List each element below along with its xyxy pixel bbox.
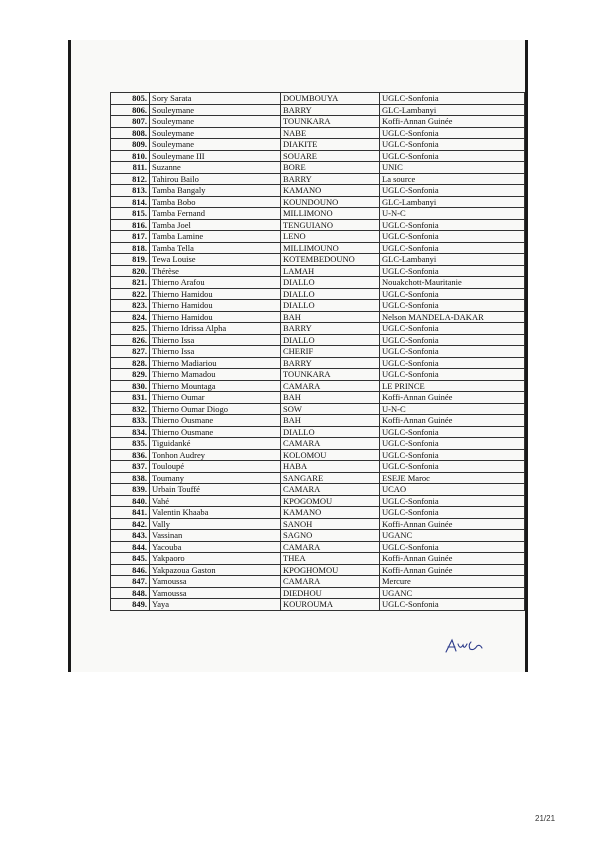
row-number: 828. xyxy=(111,357,150,369)
table-row xyxy=(111,300,525,312)
institution-cell: GLC-Lambanyi xyxy=(380,254,525,266)
last-name-cell: MILLIMONO xyxy=(281,208,380,220)
first-name-cell: Thierno Issa xyxy=(150,346,281,358)
institution-cell: UGLC-Sonfonia xyxy=(380,599,525,611)
institution-cell: UGLC-Sonfonia xyxy=(380,300,525,312)
table-row xyxy=(111,277,525,289)
row-number: 839. xyxy=(111,484,150,496)
last-name-cell: SOW xyxy=(281,403,380,415)
first-name-cell: Yakpaoro xyxy=(150,553,281,565)
last-name-cell: KPOGOMOU xyxy=(281,495,380,507)
row-number: 840. xyxy=(111,495,150,507)
table-row xyxy=(111,449,525,461)
table-row xyxy=(111,530,525,542)
row-number: 809. xyxy=(111,139,150,151)
last-name-cell: SOUARE xyxy=(281,150,380,162)
roster-table xyxy=(110,92,525,611)
row-number: 833. xyxy=(111,415,150,427)
institution-cell: La source xyxy=(380,173,525,185)
table-row xyxy=(111,288,525,300)
table-row xyxy=(111,346,525,358)
first-name-cell: Tewa Louise xyxy=(150,254,281,266)
row-number: 826. xyxy=(111,334,150,346)
table-row xyxy=(111,323,525,335)
row-number: 846. xyxy=(111,564,150,576)
table-row xyxy=(111,553,525,565)
last-name-cell: NABE xyxy=(281,127,380,139)
row-number: 827. xyxy=(111,346,150,358)
page-number: 21/21 xyxy=(535,814,556,823)
last-name-cell: THEA xyxy=(281,553,380,565)
last-name-cell: DIALLO xyxy=(281,426,380,438)
first-name-cell: Suzanne xyxy=(150,162,281,174)
institution-cell: UGLC-Sonfonia xyxy=(380,242,525,254)
row-number: 822. xyxy=(111,288,150,300)
row-number: 824. xyxy=(111,311,150,323)
table-row xyxy=(111,461,525,473)
first-name-cell: Thierno Ousmane xyxy=(150,415,281,427)
last-name-cell: KOLOMOU xyxy=(281,449,380,461)
table-row xyxy=(111,392,525,404)
first-name-cell: Souleymane xyxy=(150,104,281,116)
row-number: 842. xyxy=(111,518,150,530)
institution-cell: UGLC-Sonfonia xyxy=(380,541,525,553)
last-name-cell: CAMARA xyxy=(281,484,380,496)
institution-cell: UGLC-Sonfonia xyxy=(380,265,525,277)
row-number: 837. xyxy=(111,461,150,473)
institution-cell: Koffi-Annan Guinée xyxy=(380,116,525,128)
row-number: 834. xyxy=(111,426,150,438)
first-name-cell: Thierno Hamidou xyxy=(150,300,281,312)
institution-cell: GLC-Lambanyi xyxy=(380,196,525,208)
institution-cell: Koffi-Annan Guinée xyxy=(380,518,525,530)
table-row xyxy=(111,438,525,450)
table-row xyxy=(111,208,525,220)
table-row xyxy=(111,599,525,611)
table-row xyxy=(111,254,525,266)
institution-cell: UGLC-Sonfonia xyxy=(380,426,525,438)
first-name-cell: Valentin Khaaba xyxy=(150,507,281,519)
table-row xyxy=(111,415,525,427)
last-name-cell: SAGNO xyxy=(281,530,380,542)
row-number: 823. xyxy=(111,300,150,312)
institution-cell: UNIC xyxy=(380,162,525,174)
scan-edge-left xyxy=(68,40,71,672)
table-row xyxy=(111,127,525,139)
row-number: 811. xyxy=(111,162,150,174)
institution-cell: UGLC-Sonfonia xyxy=(380,288,525,300)
last-name-cell: HABA xyxy=(281,461,380,473)
row-number: 807. xyxy=(111,116,150,128)
row-number: 810. xyxy=(111,150,150,162)
first-name-cell: Tamba Joel xyxy=(150,219,281,231)
row-number: 844. xyxy=(111,541,150,553)
institution-cell: UGLC-Sonfonia xyxy=(380,127,525,139)
institution-cell: UGLC-Sonfonia xyxy=(380,357,525,369)
first-name-cell: Thierno Hamidou xyxy=(150,311,281,323)
last-name-cell: LAMAH xyxy=(281,265,380,277)
first-name-cell: Yakpazoua Gaston xyxy=(150,564,281,576)
table-row xyxy=(111,507,525,519)
row-number: 843. xyxy=(111,530,150,542)
institution-cell: UGLC-Sonfonia xyxy=(380,93,525,105)
institution-cell: UGLC-Sonfonia xyxy=(380,185,525,197)
last-name-cell: DIALLO xyxy=(281,334,380,346)
last-name-cell: DIALLO xyxy=(281,300,380,312)
table-row xyxy=(111,265,525,277)
first-name-cell: Yacouba xyxy=(150,541,281,553)
last-name-cell: BAH xyxy=(281,415,380,427)
first-name-cell: Thierno Oumar xyxy=(150,392,281,404)
last-name-cell: KOUNDOUNO xyxy=(281,196,380,208)
last-name-cell: BARRY xyxy=(281,323,380,335)
last-name-cell: DIAKITE xyxy=(281,139,380,151)
first-name-cell: Tamba Lamine xyxy=(150,231,281,243)
first-name-cell: Sory Sarata xyxy=(150,93,281,105)
table-row xyxy=(111,139,525,151)
last-name-cell: KPOGHOMOU xyxy=(281,564,380,576)
row-number: 816. xyxy=(111,219,150,231)
row-number: 805. xyxy=(111,93,150,105)
table-row xyxy=(111,334,525,346)
institution-cell: UGLC-Sonfonia xyxy=(380,219,525,231)
last-name-cell: KAMANO xyxy=(281,507,380,519)
row-number: 849. xyxy=(111,599,150,611)
institution-cell: UGLC-Sonfonia xyxy=(380,369,525,381)
institution-cell: UGANC xyxy=(380,587,525,599)
table-row xyxy=(111,380,525,392)
table-row xyxy=(111,564,525,576)
row-number: 832. xyxy=(111,403,150,415)
table-row xyxy=(111,576,525,588)
institution-cell: ESEJE Maroc xyxy=(380,472,525,484)
institution-cell: UGLC-Sonfonia xyxy=(380,438,525,450)
table-row xyxy=(111,369,525,381)
last-name-cell: LENO xyxy=(281,231,380,243)
row-number: 814. xyxy=(111,196,150,208)
institution-cell: UGLC-Sonfonia xyxy=(380,139,525,151)
roster-body xyxy=(111,93,525,611)
last-name-cell: DIEDHOU xyxy=(281,587,380,599)
last-name-cell: KOUROUMA xyxy=(281,599,380,611)
table-row xyxy=(111,196,525,208)
last-name-cell: KOTEMBEDOUNO xyxy=(281,254,380,266)
first-name-cell: Toumany xyxy=(150,472,281,484)
first-name-cell: Tamba Bangaly xyxy=(150,185,281,197)
signature xyxy=(444,636,484,661)
first-name-cell: Tamba Tella xyxy=(150,242,281,254)
first-name-cell: Thierno Mamadou xyxy=(150,369,281,381)
row-number: 841. xyxy=(111,507,150,519)
institution-cell: UGLC-Sonfonia xyxy=(380,495,525,507)
last-name-cell: CAMARA xyxy=(281,380,380,392)
institution-cell: Koffi-Annan Guinée xyxy=(380,392,525,404)
institution-cell: GLC-Lambanyi xyxy=(380,104,525,116)
first-name-cell: Thierno Arafou xyxy=(150,277,281,289)
institution-cell: Koffi-Annan Guinée xyxy=(380,415,525,427)
row-number: 815. xyxy=(111,208,150,220)
row-number: 812. xyxy=(111,173,150,185)
last-name-cell: DIALLO xyxy=(281,277,380,289)
institution-cell: UGLC-Sonfonia xyxy=(380,150,525,162)
first-name-cell: Thierno Mountaga xyxy=(150,380,281,392)
last-name-cell: BARRY xyxy=(281,104,380,116)
last-name-cell: BAH xyxy=(281,392,380,404)
first-name-cell: Yaya xyxy=(150,599,281,611)
first-name-cell: Souleymane xyxy=(150,116,281,128)
institution-cell: UGLC-Sonfonia xyxy=(380,231,525,243)
table-row xyxy=(111,357,525,369)
institution-cell: Nelson MANDELA-DAKAR xyxy=(380,311,525,323)
table-row xyxy=(111,93,525,105)
first-name-cell: Souleymane xyxy=(150,139,281,151)
table-row xyxy=(111,484,525,496)
row-number: 831. xyxy=(111,392,150,404)
row-number: 820. xyxy=(111,265,150,277)
table-row xyxy=(111,242,525,254)
first-name-cell: Thierno Idrissa Alpha xyxy=(150,323,281,335)
first-name-cell: Thierno Madiariou xyxy=(150,357,281,369)
table-row xyxy=(111,587,525,599)
first-name-cell: Tahirou Bailo xyxy=(150,173,281,185)
table-row xyxy=(111,162,525,174)
first-name-cell: Thérèse xyxy=(150,265,281,277)
first-name-cell: Thierno Oumar Diogo xyxy=(150,403,281,415)
last-name-cell: TOUNKARA xyxy=(281,116,380,128)
first-name-cell: Yamoussa xyxy=(150,576,281,588)
first-name-cell: Urbain Touffé xyxy=(150,484,281,496)
last-name-cell: TENGUIANO xyxy=(281,219,380,231)
table-row xyxy=(111,472,525,484)
institution-cell: UGLC-Sonfonia xyxy=(380,334,525,346)
last-name-cell: CHERIF xyxy=(281,346,380,358)
row-number: 825. xyxy=(111,323,150,335)
institution-cell: UGLC-Sonfonia xyxy=(380,323,525,335)
table-row xyxy=(111,104,525,116)
last-name-cell: SANOH xyxy=(281,518,380,530)
row-number: 817. xyxy=(111,231,150,243)
table-row xyxy=(111,518,525,530)
row-number: 813. xyxy=(111,185,150,197)
last-name-cell: BAH xyxy=(281,311,380,323)
first-name-cell: Thierno Issa xyxy=(150,334,281,346)
scan-edge-right xyxy=(525,40,528,672)
first-name-cell: Tamba Fernand xyxy=(150,208,281,220)
table-row xyxy=(111,403,525,415)
institution-cell: UGANC xyxy=(380,530,525,542)
institution-cell: UGLC-Sonfonia xyxy=(380,449,525,461)
row-number: 836. xyxy=(111,449,150,461)
institution-cell: U-N-C xyxy=(380,208,525,220)
first-name-cell: Tonhon Audrey xyxy=(150,449,281,461)
row-number: 848. xyxy=(111,587,150,599)
row-number: 808. xyxy=(111,127,150,139)
last-name-cell: MILLIMOUNO xyxy=(281,242,380,254)
last-name-cell: CAMARA xyxy=(281,438,380,450)
first-name-cell: Tamba Bobo xyxy=(150,196,281,208)
table-row xyxy=(111,495,525,507)
institution-cell: UGLC-Sonfonia xyxy=(380,461,525,473)
table-row xyxy=(111,426,525,438)
last-name-cell: TOUNKARA xyxy=(281,369,380,381)
table-row xyxy=(111,311,525,323)
row-number: 845. xyxy=(111,553,150,565)
row-number: 835. xyxy=(111,438,150,450)
first-name-cell: Yamoussa xyxy=(150,587,281,599)
table-row xyxy=(111,231,525,243)
row-number: 829. xyxy=(111,369,150,381)
last-name-cell: CAMARA xyxy=(281,576,380,588)
first-name-cell: Souleymane III xyxy=(150,150,281,162)
row-number: 838. xyxy=(111,472,150,484)
table-row xyxy=(111,541,525,553)
first-name-cell: Vally xyxy=(150,518,281,530)
first-name-cell: Touloupé xyxy=(150,461,281,473)
first-name-cell: Tiguidanké xyxy=(150,438,281,450)
row-number: 818. xyxy=(111,242,150,254)
table-row xyxy=(111,185,525,197)
institution-cell: UCAO xyxy=(380,484,525,496)
signature-scribble xyxy=(444,636,484,656)
row-number: 819. xyxy=(111,254,150,266)
institution-cell: Nouakchott-Mauritanie xyxy=(380,277,525,289)
last-name-cell: DIALLO xyxy=(281,288,380,300)
institution-cell: LE PRINCE xyxy=(380,380,525,392)
institution-cell: U-N-C xyxy=(380,403,525,415)
table-row xyxy=(111,116,525,128)
last-name-cell: BARRY xyxy=(281,357,380,369)
first-name-cell: Souleymane xyxy=(150,127,281,139)
institution-cell: UGLC-Sonfonia xyxy=(380,507,525,519)
first-name-cell: Vassinan xyxy=(150,530,281,542)
last-name-cell: SANGARE xyxy=(281,472,380,484)
last-name-cell: DOUMBOUYA xyxy=(281,93,380,105)
institution-cell: Mercure xyxy=(380,576,525,588)
last-name-cell: KAMANO xyxy=(281,185,380,197)
last-name-cell: BORE xyxy=(281,162,380,174)
institution-cell: UGLC-Sonfonia xyxy=(380,346,525,358)
table-row xyxy=(111,219,525,231)
institution-cell: Koffi-Annan Guinée xyxy=(380,553,525,565)
row-number: 821. xyxy=(111,277,150,289)
first-name-cell: Vahé xyxy=(150,495,281,507)
institution-cell: Koffi-Annan Guinée xyxy=(380,564,525,576)
last-name-cell: CAMARA xyxy=(281,541,380,553)
first-name-cell: Thierno Ousmane xyxy=(150,426,281,438)
first-name-cell: Thierno Hamidou xyxy=(150,288,281,300)
row-number: 830. xyxy=(111,380,150,392)
row-number: 806. xyxy=(111,104,150,116)
table-row xyxy=(111,173,525,185)
last-name-cell: BARRY xyxy=(281,173,380,185)
row-number: 847. xyxy=(111,576,150,588)
table-row xyxy=(111,150,525,162)
